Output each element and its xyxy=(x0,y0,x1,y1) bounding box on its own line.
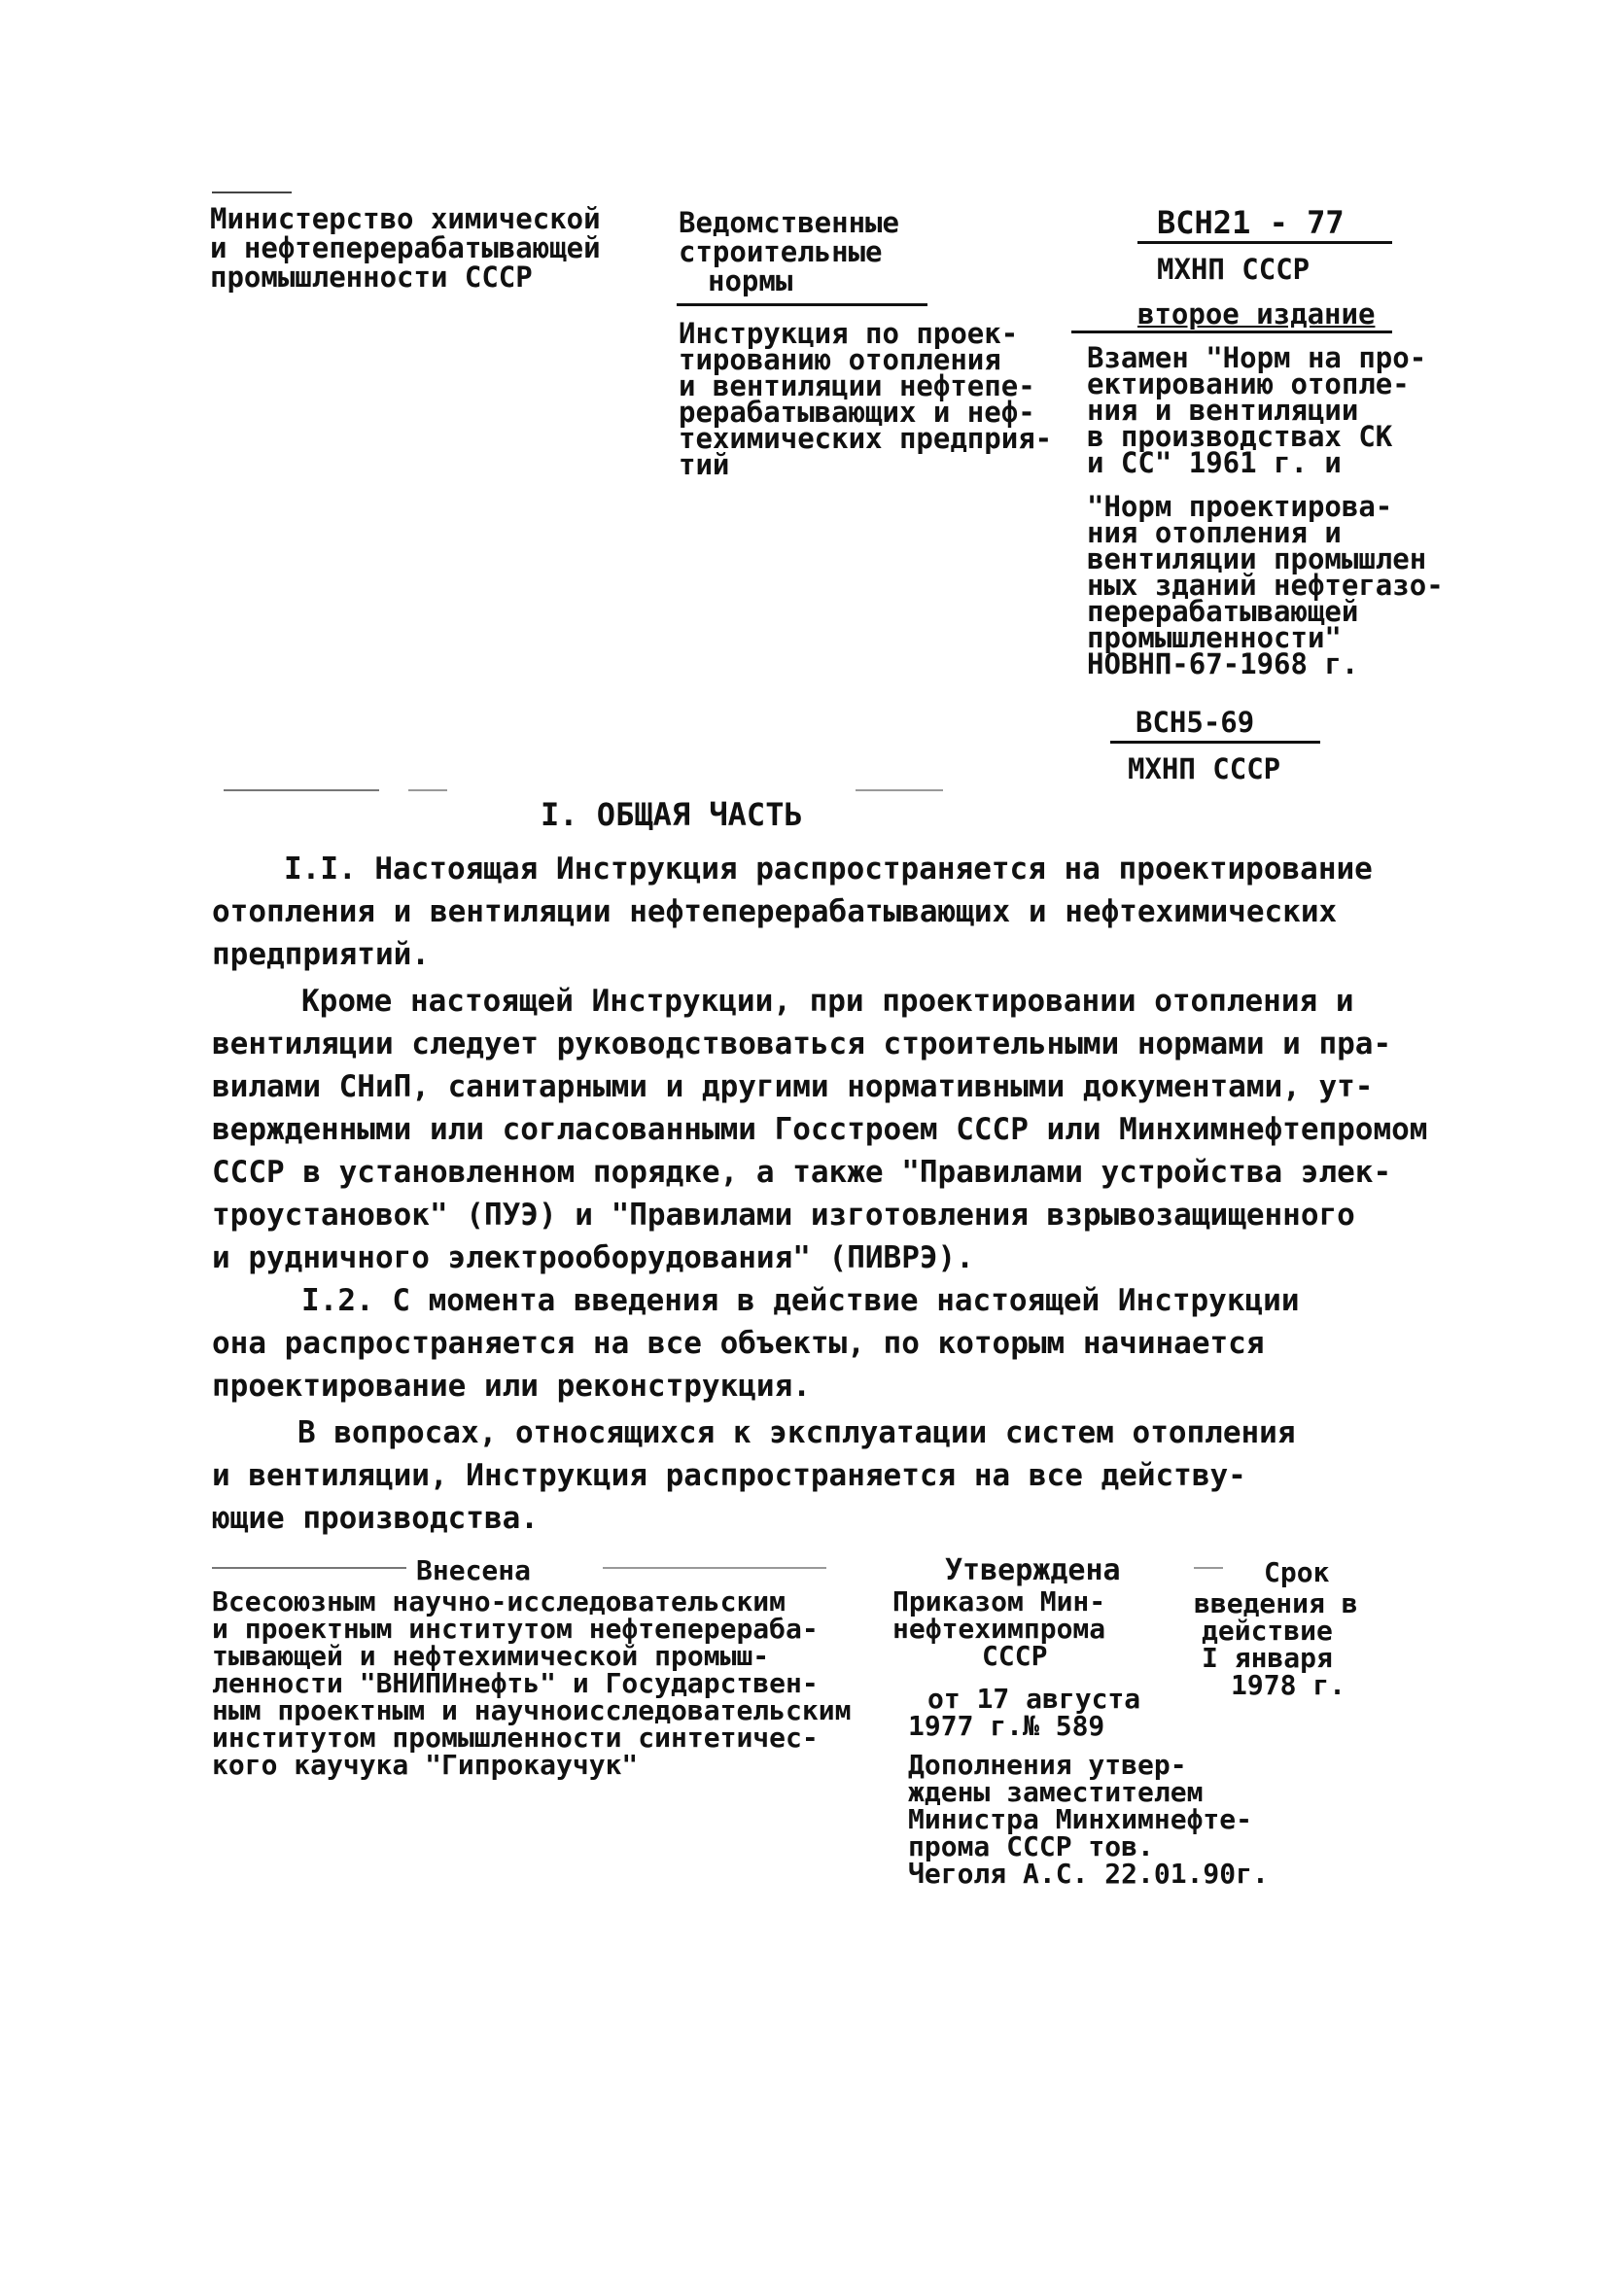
body-line: I.2. С момента введения в действие настоящей Инструкции xyxy=(301,1283,1300,1318)
scan-mark xyxy=(212,191,292,193)
submitted-line: кого каучука "Гипрокаучук" xyxy=(212,1749,639,1781)
term-line: введения в xyxy=(1194,1587,1358,1619)
divider xyxy=(677,303,927,306)
term-label: Срок xyxy=(1264,1556,1330,1588)
replaces-ministry: МХНП СССР xyxy=(1128,752,1281,785)
ministry-line: Министерство химической xyxy=(210,202,601,235)
instruction-title-line: рерабатывающих и неф- xyxy=(679,396,1035,429)
replaces-line: и СС" 1961 г. и xyxy=(1087,446,1342,479)
approved-line: Чеголя А.С. 22.01.90г. xyxy=(908,1858,1269,1890)
term-line: действие xyxy=(1202,1615,1333,1647)
approved-line: Приказом Мин- xyxy=(892,1585,1106,1618)
scan-mark xyxy=(1194,1567,1223,1569)
replaces-line: Взамен "Норм на про- xyxy=(1087,341,1427,374)
scan-mark xyxy=(408,789,447,791)
replaces-line: "Норм проектирова- xyxy=(1087,490,1393,523)
body-line: троустановок" (ПУЭ) и "Правилами изготовления взрывозащищенного xyxy=(212,1198,1355,1233)
approved-line: ждены заместителем xyxy=(908,1776,1204,1808)
approved-line: прома СССР тов. xyxy=(908,1830,1154,1862)
norms-type-line: нормы xyxy=(708,264,793,297)
norms-type-line: Ведомственные xyxy=(679,206,899,239)
term-line: 1978 г. xyxy=(1231,1669,1346,1701)
scan-mark xyxy=(212,1567,406,1569)
ministry-line: промышленности СССР xyxy=(210,261,533,294)
document-code: ВСН21 - 77 xyxy=(1157,204,1345,241)
submitted-line: и проектным институтом нефтеперераба- xyxy=(212,1613,819,1645)
body-line: предприятий. xyxy=(212,937,430,972)
replaces-line: ных зданий нефтегазо- xyxy=(1087,569,1444,602)
instruction-title-line: тий xyxy=(679,448,730,481)
edition-underline xyxy=(1071,330,1392,333)
approved-label: Утверждена xyxy=(945,1553,1121,1587)
body-line: I.I. Настоящая Инструкция распространяется на проектирование xyxy=(284,852,1373,887)
section-title: I. ОБЩАЯ ЧАСТЬ xyxy=(541,796,803,833)
body-line: отопления и вентиляции нефтеперерабатывающих и нефтехимических xyxy=(212,894,1338,929)
approved-line: Министра Минхимнефте- xyxy=(908,1803,1253,1835)
body-line: В вопросах, относящихся к эксплуатации систем отопления xyxy=(297,1415,1296,1450)
code-underline xyxy=(1137,241,1392,244)
submitted-line: тывающей и нефтехимической промыш- xyxy=(212,1640,770,1672)
replaces-line: в производствах СК xyxy=(1087,420,1393,453)
ministry-abbr: МХНП СССР xyxy=(1157,253,1311,286)
replaces-code: ВСН5-69 xyxy=(1136,706,1255,739)
body-line: Кроме настоящей Инструкции, при проектировании отопления и xyxy=(301,984,1354,1019)
body-line: вентиляции следует руководствоваться строительными нормами и пра- xyxy=(212,1026,1392,1061)
scan-mark xyxy=(856,789,943,791)
body-line: проектирование или реконструкция. xyxy=(212,1369,811,1404)
body-line: и вентиляции, Инструкция распространяется на все действу- xyxy=(212,1458,1246,1493)
replaces-line: НОВНП-67-1968 г. xyxy=(1087,647,1359,680)
body-line: она распространяется на все объекты, по которым начинается xyxy=(212,1326,1265,1361)
replaces-line: ектированию отопле- xyxy=(1087,367,1410,400)
scan-mark xyxy=(603,1567,826,1569)
submitted-line: институтом промышленности синтетичес- xyxy=(212,1722,819,1754)
approved-line: СССР xyxy=(982,1640,1048,1672)
edition-label: второе издание xyxy=(1137,297,1376,330)
body-line: СССР в установленном порядке, а также "Правилами устройства элек- xyxy=(212,1155,1392,1190)
term-line: I января xyxy=(1202,1642,1333,1674)
scan-mark xyxy=(224,789,379,791)
instruction-title-line: тированию отопления xyxy=(679,343,1001,376)
approved-line: 1977 г.№ 589 xyxy=(908,1710,1105,1742)
approved-line: от 17 августа xyxy=(927,1683,1141,1715)
replaces-line: ния и вентиляции xyxy=(1087,394,1359,427)
submitted-line: Всесоюзным научно-исследовательским xyxy=(212,1585,787,1618)
replaces-line: перерабатывающей xyxy=(1087,595,1359,628)
submitted-line: ным проектным и научноисследовательским xyxy=(212,1694,852,1726)
replaces-code-underline xyxy=(1110,741,1320,744)
instruction-title-line: техимических предприя- xyxy=(679,422,1053,455)
approved-line: Дополнения утвер- xyxy=(908,1749,1187,1781)
instruction-title-line: Инструкция по проек- xyxy=(679,317,1019,350)
replaces-line: вентиляции промышлен xyxy=(1087,542,1427,575)
replaces-line: ния отопления и xyxy=(1087,516,1342,549)
ministry-line: и нефтеперерабатывающей xyxy=(210,231,601,264)
body-line: вержденными или согласованными Госстроем СССР или Минхимнефтепромом xyxy=(212,1112,1428,1147)
submitted-line: ленности "ВНИПИнефть" и Государствен- xyxy=(212,1667,819,1699)
body-line: вилами СНиП, санитарными и другими нормативными документами, ут- xyxy=(212,1069,1374,1104)
approved-line: нефтехимпрома xyxy=(892,1613,1106,1645)
replaces-line: промышленности" xyxy=(1087,621,1342,654)
norms-type-line: строительные xyxy=(679,235,883,268)
body-line: ющие производства. xyxy=(212,1501,539,1536)
submitted-label: Внесена xyxy=(416,1554,532,1586)
instruction-title-line: и вентиляции нефтепе- xyxy=(679,369,1035,402)
body-line: и рудничного электрооборудования" (ПИВРЭ). xyxy=(212,1240,974,1275)
